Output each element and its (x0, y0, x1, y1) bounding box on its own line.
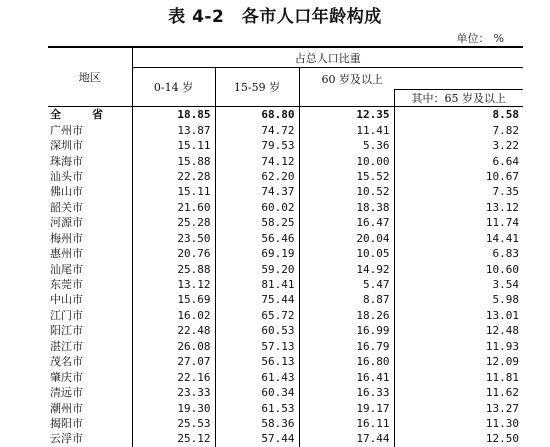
age-15-59-cell: 79.53 (215, 138, 299, 153)
age-60-plus-cell: 18.38 (299, 200, 394, 215)
age-60-plus-cell: 8.87 (299, 292, 394, 307)
age-65-plus-cell: 6.64 (492, 154, 519, 168)
age-65-plus-cell: 7.82 (492, 123, 519, 137)
region-cell: 韶关市 (48, 200, 132, 215)
region-cell: 汕头市 (48, 169, 132, 184)
age-0-14-cell: 23.33 (132, 385, 215, 400)
region-cell: 茂名市 (48, 354, 132, 369)
age-60-plus-cell: 16.80 (299, 354, 394, 369)
region-cell: 阳江市 (48, 323, 132, 338)
age-60-plus-cell: 16.99 (299, 323, 394, 338)
table-row (48, 200, 523, 215)
age-65-plus-cell: 12.50 (485, 432, 519, 446)
age-15-59-cell: 58.36 (215, 416, 299, 431)
age-60-plus-cell: 16.41 (299, 369, 394, 384)
age-60-plus-cell: 11.41 (299, 122, 394, 137)
header-region: 地区 (48, 47, 132, 107)
table-row (48, 246, 523, 261)
age-0-14-cell: 26.08 (132, 339, 215, 354)
age-0-14-cell: 18.85 (132, 107, 215, 123)
age-0-14-cell: 22.28 (132, 169, 215, 184)
age-65-plus-cell: 11.62 (485, 386, 519, 400)
header-col-60-plus-spacer (299, 90, 394, 107)
region-cell: 佛山市 (48, 184, 132, 199)
age-15-59-cell: 60.02 (215, 200, 299, 215)
age-60-plus-cell: 10.00 (299, 153, 394, 168)
age-0-14-cell: 15.69 (132, 292, 215, 307)
age-15-59-cell: 57.13 (215, 339, 299, 354)
age-structure-table (48, 46, 523, 447)
region-cell: 潮州市 (48, 400, 132, 415)
age-0-14-cell: 25.28 (132, 215, 215, 230)
table-row (48, 308, 523, 323)
age-65-plus-cell: 11.93 (485, 339, 519, 353)
age-65-plus-cell: 8.58 (492, 108, 519, 122)
age-65-plus-cell: 10.67 (485, 169, 519, 183)
region-cell: 河源市 (48, 215, 132, 230)
age-65-plus-cell: 7.35 (492, 185, 519, 199)
table-row (48, 400, 523, 415)
age-15-59-cell: 61.53 (215, 400, 299, 415)
age-60-plus-cell: 10.52 (299, 184, 394, 199)
age-15-59-cell: 68.80 (215, 107, 299, 123)
table-row (48, 385, 523, 400)
region-cell: 清远市 (48, 385, 132, 400)
table-row (48, 431, 523, 446)
age-15-59-cell: 60.34 (215, 385, 299, 400)
age-15-59-cell: 74.12 (215, 153, 299, 168)
age-0-14-cell: 15.11 (132, 184, 215, 199)
age-60-plus-cell: 18.26 (299, 308, 394, 323)
age-15-59-cell: 56.46 (215, 231, 299, 246)
age-15-59-cell: 81.41 (215, 277, 299, 292)
table-title: 表 4-2 各市人口年龄构成 (168, 7, 382, 27)
age-15-59-cell: 58.25 (215, 215, 299, 230)
table-row (48, 323, 523, 338)
age-65-plus-cell: 14.41 (485, 231, 519, 245)
age-60-plus-cell: 19.17 (299, 400, 394, 415)
age-65-plus-cell: 6.83 (492, 247, 519, 261)
header-col-0-14: 0-14 岁 (132, 68, 215, 107)
age-65-plus-cell: 13.01 (485, 308, 519, 322)
region-cell: 珠海市 (48, 153, 132, 168)
table-row (48, 153, 523, 168)
unit-value: % (493, 32, 504, 45)
age-65-plus-cell: 3.22 (492, 139, 519, 153)
age-0-14-cell: 23.50 (132, 231, 215, 246)
age-60-plus-cell: 16.11 (299, 416, 394, 431)
region-cell: 广州市 (48, 122, 132, 137)
age-60-plus-cell: 20.04 (299, 231, 394, 246)
table-row (48, 261, 523, 276)
age-60-plus-cell: 5.36 (299, 138, 394, 153)
age-60-plus-cell: 12.35 (299, 107, 394, 123)
age-65-plus-cell: 13.12 (485, 200, 519, 214)
age-0-14-cell: 22.16 (132, 369, 215, 384)
age-15-59-cell: 69.19 (215, 246, 299, 261)
table-row (48, 122, 523, 137)
age-0-14-cell: 16.02 (132, 308, 215, 323)
age-65-plus-cell: 3.54 (492, 278, 519, 292)
age-0-14-cell: 22.48 (132, 323, 215, 338)
age-0-14-cell: 25.12 (132, 431, 215, 446)
age-65-plus-cell: 11.74 (485, 216, 519, 230)
region-cell: 深圳市 (48, 138, 132, 153)
region-cell: 惠州市 (48, 246, 132, 261)
region-cell: 江门市 (48, 308, 132, 323)
age-60-plus-cell: 10.05 (299, 246, 394, 261)
age-0-14-cell: 21.60 (132, 200, 215, 215)
region-cell: 全 省 (48, 107, 132, 123)
age-65-plus-cell: 12.09 (485, 355, 519, 369)
unit-note (453, 30, 504, 46)
table-row (48, 277, 523, 292)
age-65-plus-cell: 13.27 (485, 401, 519, 415)
age-15-59-cell: 61.43 (215, 369, 299, 384)
age-15-59-cell: 57.44 (215, 431, 299, 446)
header-group: 占总人口比重 (132, 47, 523, 68)
age-65-plus-cell: 12.48 (485, 324, 519, 338)
age-0-14-cell: 20.76 (132, 246, 215, 261)
region-cell: 肇庆市 (48, 369, 132, 384)
table-row (48, 339, 523, 354)
age-15-59-cell: 59.20 (215, 261, 299, 276)
age-0-14-cell: 13.12 (132, 277, 215, 292)
age-15-59-cell: 65.72 (215, 308, 299, 323)
age-60-plus-cell: 14.92 (299, 261, 394, 276)
table-row (48, 354, 523, 369)
age-0-14-cell: 13.87 (132, 122, 215, 137)
age-15-59-cell: 56.13 (215, 354, 299, 369)
region-cell: 汕尾市 (48, 261, 132, 276)
table-row-total (48, 107, 523, 123)
table-row (48, 369, 523, 384)
age-15-59-cell: 74.72 (215, 122, 299, 137)
age-0-14-cell: 25.53 (132, 416, 215, 431)
age-60-plus-cell: 16.79 (299, 339, 394, 354)
age-0-14-cell: 27.07 (132, 354, 215, 369)
age-60-plus-cell: 16.47 (299, 215, 394, 230)
header-col-60-plus: 60 岁及以上 (321, 72, 383, 86)
header-col-65-plus: 其中：65 岁及以上 (394, 90, 523, 107)
age-0-14-cell: 15.88 (132, 153, 215, 168)
age-0-14-cell: 25.88 (132, 261, 215, 276)
region-cell: 东莞市 (48, 277, 132, 292)
table-row (48, 231, 523, 246)
unit-label: 单位： (456, 32, 490, 45)
table-row (48, 215, 523, 230)
region-cell: 湛江市 (48, 339, 132, 354)
region-cell: 云浮市 (48, 431, 132, 446)
region-cell: 梅州市 (48, 231, 132, 246)
age-60-plus-cell: 17.44 (299, 431, 394, 446)
table-row (48, 416, 523, 431)
header-col-15-59: 15-59 岁 (215, 68, 299, 107)
age-65-plus-cell: 11.30 (485, 416, 519, 430)
age-0-14-cell: 15.11 (132, 138, 215, 153)
age-65-plus-cell: 5.98 (492, 293, 519, 307)
age-0-14-cell: 19.30 (132, 400, 215, 415)
region-cell: 中山市 (48, 292, 132, 307)
age-15-59-cell: 62.20 (215, 169, 299, 184)
age-15-59-cell: 60.53 (215, 323, 299, 338)
table-row (48, 292, 523, 307)
age-60-plus-cell: 5.47 (299, 277, 394, 292)
age-15-59-cell: 74.37 (215, 184, 299, 199)
age-15-59-cell: 75.44 (215, 292, 299, 307)
age-65-plus-cell: 11.81 (485, 370, 519, 384)
age-60-plus-cell: 15.52 (299, 169, 394, 184)
table-row (48, 184, 523, 199)
age-65-plus-cell: 10.60 (485, 262, 519, 276)
table-row (48, 169, 523, 184)
age-60-plus-cell: 16.33 (299, 385, 394, 400)
table-row (48, 138, 523, 153)
region-cell: 揭阳市 (48, 416, 132, 431)
